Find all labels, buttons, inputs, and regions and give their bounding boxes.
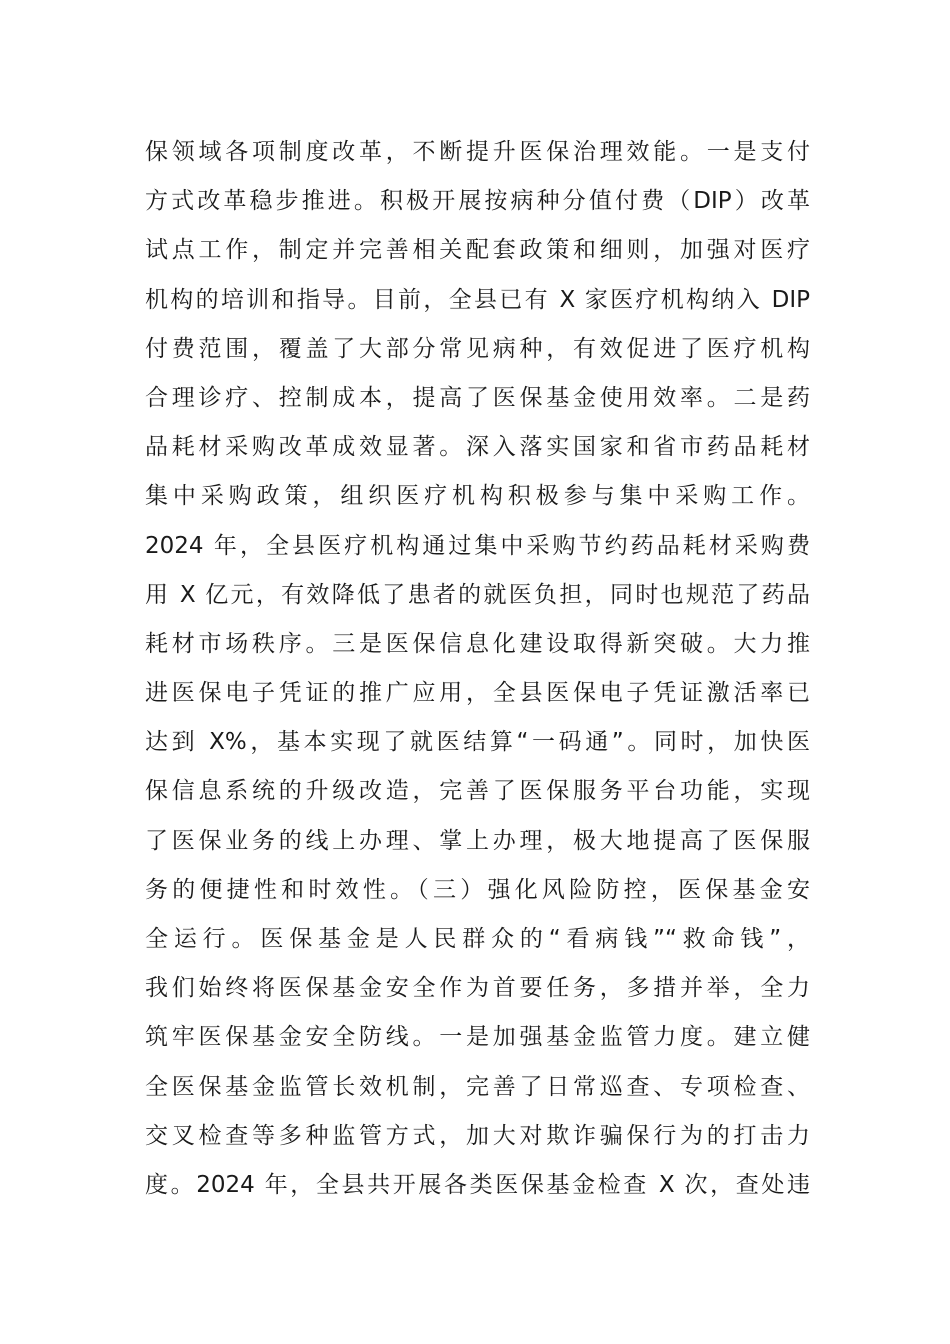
text-line: 试点工作，制定并完善相关配套政策和细则，加强对医疗 (145, 237, 810, 264)
text-line: 保信息系统的升级改造，完善了医保服务平台功能，实现 (145, 778, 810, 805)
body-paragraph (145, 128, 810, 1210)
text-line: 2024 年，全县医疗机构通过集中采购节约药品耗材采购费 (145, 532, 810, 559)
text-line: 进医保电子凭证的推广应用，全县医保电子凭证激活率已 (145, 680, 810, 707)
text-line: 保领域各项制度改革，不断提升医保治理效能。一是支付 (145, 139, 810, 165)
text-line: 耗材市场秩序。三是医保信息化建设取得新突破。大力推 (145, 630, 810, 657)
text-line: 品耗材采购改革成效显著。深入落实国家和省市药品耗材 (145, 434, 810, 461)
text-line: 全医保基金监管长效机制，完善了日常巡查、专项检查、 (145, 1073, 810, 1100)
text-line: 合理诊疗、控制成本，提高了医保基金使用效率。二是药 (145, 384, 810, 411)
text-line: 集中采购政策，组织医疗机构积极参与集中采购工作。 (145, 483, 810, 510)
text-line: 达到 X%，基本实现了就医结算“一码通”。同时，加快医 (145, 729, 810, 756)
text-line: 了医保业务的线上办理、掌上办理，极大地提高了医保服 (145, 827, 810, 854)
text-line: 全运行。医保基金是人民群众的“看病钱”“救命钱”， (145, 926, 810, 952)
text-line: 付费范围，覆盖了大部分常见病种，有效促进了医疗机构 (145, 335, 810, 362)
text-line: 方式改革稳步推进。积极开展按病种分值付费（DIP）改革 (145, 188, 810, 215)
text-line: 度。2024 年，全县共开展各类医保基金检查 X 次，查处违 (145, 1171, 810, 1198)
text-line: 交叉检查等多种监管方式，加大对欺诈骗保行为的打击力 (145, 1122, 810, 1149)
text-line: 筑牢医保基金安全防线。一是加强基金监管力度。建立健 (145, 1024, 810, 1051)
text-line: 我们始终将医保基金安全作为首要任务，多措并举，全力 (145, 975, 810, 1002)
text-line: 用 X 亿元，有效降低了患者的就医负担，同时也规范了药品 (145, 581, 810, 608)
text-line: 机构的培训和指导。目前，全县已有 X 家医疗机构纳入 DIP (145, 286, 810, 313)
text-line: 务的便捷性和时效性。（三）强化风险防控，医保基金安 (145, 876, 810, 903)
